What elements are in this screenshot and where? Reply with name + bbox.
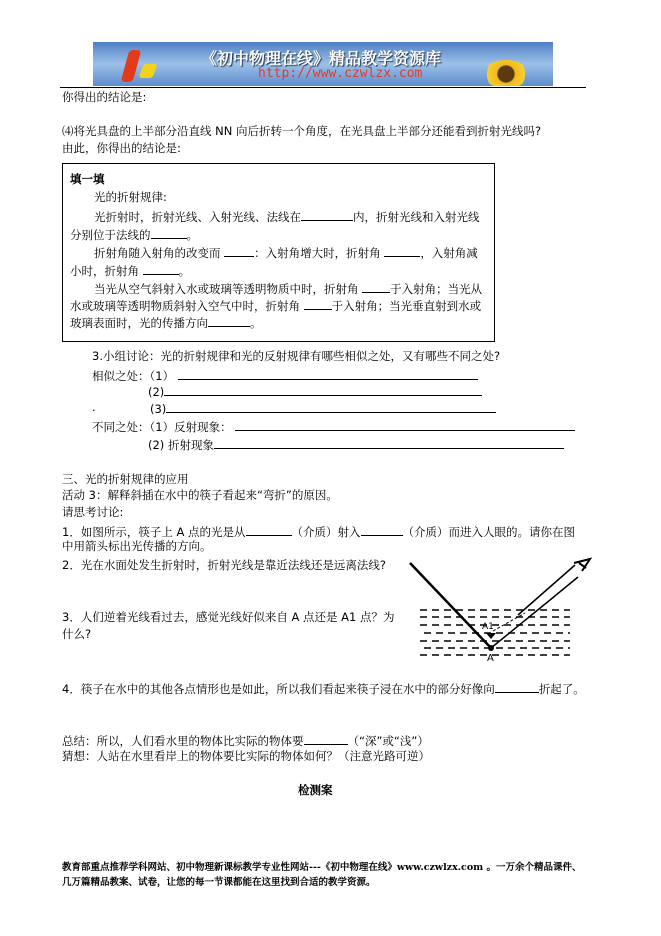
- logo-icon-secondary: [138, 64, 157, 78]
- think-prompt: 请思考讨论:: [62, 505, 124, 519]
- chopstick-refraction-diagram: [400, 555, 596, 665]
- guess: 猜想：人站在水里看岸上的物体要比实际的物体如何？（注意光路可逆）: [62, 749, 430, 763]
- blank[interactable]: [143, 262, 179, 275]
- fill-text: 光折射时，折射光线、入射光线、法线在: [94, 210, 301, 224]
- header-rule: [60, 87, 586, 88]
- fill-text: 折射角随入射角的改变而: [94, 246, 221, 260]
- fill-text: ，入射角减: [420, 246, 478, 260]
- label-a1: A1: [482, 622, 494, 632]
- fill-text: 于入射角；当光从: [390, 282, 483, 296]
- fill-text: 分别位于法线的: [70, 228, 151, 242]
- fill-line: [94, 208, 480, 225]
- fill-text: 内，折射光线和入射光线: [353, 210, 480, 224]
- blank[interactable]: [362, 280, 390, 293]
- fill-line: [94, 280, 482, 297]
- blank[interactable]: [304, 297, 332, 310]
- blank[interactable]: [224, 244, 254, 257]
- answer-line[interactable]: [164, 383, 482, 396]
- fill-line: [70, 314, 262, 331]
- answer-line[interactable]: [235, 418, 575, 431]
- fill-text: 水或玻璃等透明物质斜射入空气中时，折射角: [70, 299, 300, 313]
- app-question-1: [62, 523, 575, 540]
- fill-text: 于入射角；当光垂直射到水或: [331, 299, 482, 313]
- fill-text: ：入射角增大时，折射角: [254, 246, 381, 260]
- test-heading: 检测案: [298, 783, 333, 797]
- question-text: （介质）射入: [291, 525, 361, 539]
- stray-dot: .: [92, 400, 96, 414]
- label: 不同之处：（1）反射现象：: [92, 420, 232, 434]
- site-banner: [93, 42, 553, 86]
- blank[interactable]: [304, 732, 348, 745]
- label: (2): [148, 385, 165, 399]
- question-4-conclusion: 由此，你得出的结论是:: [62, 141, 181, 155]
- similarity-1: [92, 367, 478, 384]
- fill-line: 光的折射规律:: [94, 190, 167, 204]
- question-text: （介质）而进入人眼的。请你在图: [402, 525, 575, 539]
- question-text: 1．如图所示，筷子上 A 点的光是从: [62, 525, 246, 539]
- refracted-ray: [550, 577, 578, 600]
- fill-text: 玻璃表面时，光的传播方向: [70, 316, 208, 330]
- chopstick-line: [410, 563, 491, 648]
- question-text: 折起了。: [538, 682, 585, 696]
- point-a1: [486, 633, 496, 639]
- app-question-3: 3．人们逆着光线看过去，感觉光线好似来自 A 点还是 A1 点？为: [62, 610, 395, 624]
- blank[interactable]: [246, 523, 292, 536]
- fill-line: [70, 297, 481, 314]
- fill-text: 当光从空气斜射入水或玻璃等透明物质中时，折射角: [94, 282, 359, 296]
- footer-line-1: 教育部重点推荐学科网站、初中物理新课标教学专业性网站---《初中物理在线》www.czwlzx.com 。一万余个精品课件、: [62, 862, 582, 873]
- blank[interactable]: [384, 244, 420, 257]
- fill-heading: 填一填: [70, 172, 105, 186]
- answer-line[interactable]: [178, 367, 478, 380]
- apparent-ray: [493, 613, 525, 631]
- fill-line: [70, 262, 190, 279]
- banner-title: 《初中物理在线》精品教学资源库: [201, 49, 442, 68]
- discussion-question: 3.小组讨论：光的折射规律和光的反射规律有哪些相似之处，又有哪些不同之处?: [92, 349, 501, 363]
- activity-3: 活动 3：解释斜插在水中的筷子看起来“弯折”的原因。: [62, 488, 338, 502]
- answer-line[interactable]: [166, 400, 496, 413]
- difference-1: [92, 418, 575, 435]
- fill-text: 小时，折射角: [70, 264, 139, 278]
- fill-text: 。: [186, 228, 198, 242]
- fill-line: [70, 226, 198, 243]
- section-heading: 三、光的折射规律的应用: [62, 472, 189, 486]
- answer-line[interactable]: [214, 436, 564, 449]
- fill-text: 。: [250, 316, 262, 330]
- fill-line: [94, 244, 478, 261]
- blank[interactable]: [361, 523, 403, 536]
- conclusion-prompt: 你得出的结论是:: [62, 90, 147, 104]
- difference-2: [148, 436, 564, 453]
- app-question-2: 2．光在水面处发生折射时，折射光线是靠近法线还是远离法线?: [62, 558, 386, 572]
- summary-text: 总结：所以，人们看水里的物体比实际的物体要: [62, 734, 304, 748]
- sunflower-image: [483, 60, 529, 86]
- label: (2) 折射现象: [148, 438, 214, 452]
- blank[interactable]: [208, 314, 250, 327]
- question-4: ⑷将光具盘的上半部分沿直线 NN 向后折转一个角度，在光具盘上半部分还能看到折射光线吗?: [62, 124, 542, 138]
- logo-icon: [121, 50, 142, 82]
- footer-line-2: 几万篇精品教案、试卷，让您的每一节课都能在这里找到合适的教学资源。: [62, 877, 376, 888]
- app-question-4: [62, 680, 585, 697]
- similarity-2: [148, 383, 482, 400]
- fill-text: 。: [178, 264, 191, 278]
- point-a: [488, 645, 494, 651]
- blank[interactable]: [301, 208, 353, 221]
- summary-text: （“深”或“浅”）: [347, 734, 429, 748]
- summary: [62, 732, 429, 749]
- app-question-3-cont: 什么?: [62, 627, 92, 641]
- label: 相似之处：（1）: [92, 369, 175, 383]
- similarity-3: [150, 400, 496, 417]
- blank[interactable]: [495, 680, 539, 693]
- blank[interactable]: [151, 226, 187, 239]
- question-text: 4．筷子在水中的其他各点情形也是如此，所以我们看起来筷子浸在水中的部分好像向: [62, 682, 495, 696]
- app-question-1-cont: 中用箭头标出光传播的方向。: [62, 539, 212, 553]
- water-surface-dashes: [420, 610, 570, 655]
- banner-url: http://www.czwlzx.com: [258, 66, 423, 81]
- eye-icon: [574, 559, 590, 571]
- refracted-ray: [518, 565, 575, 615]
- label-a: A: [487, 653, 494, 664]
- label: (3): [150, 402, 167, 416]
